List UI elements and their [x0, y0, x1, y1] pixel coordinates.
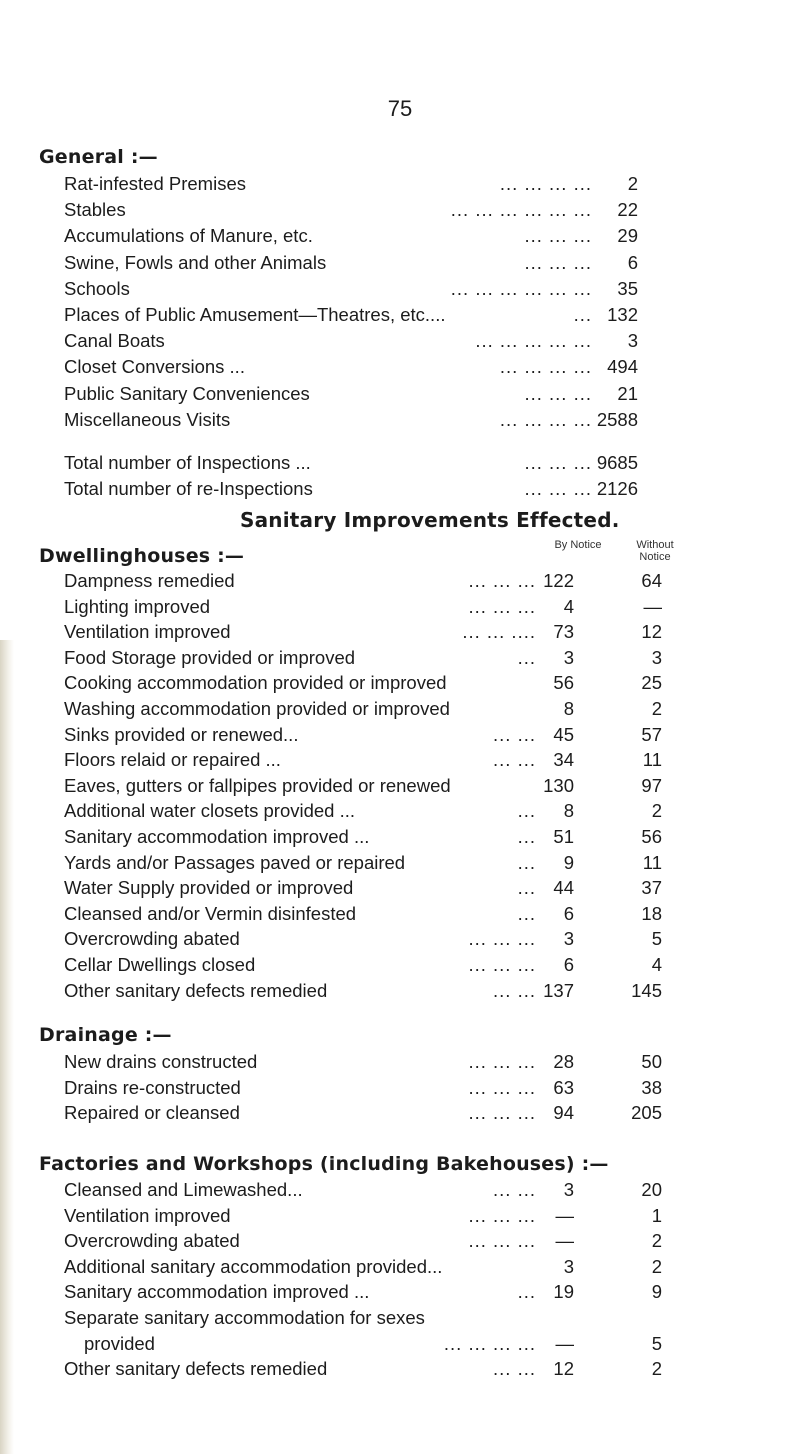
- row-label: Total number of Inspections ...: [64, 452, 311, 473]
- row-label: Additional water closets provided ...: [64, 800, 356, 822]
- leader-dots: ... ... ... ...: [443, 1332, 536, 1354]
- dwelling-row: [0, 824, 800, 849]
- general-row: [0, 450, 800, 475]
- row-value: 494: [607, 356, 638, 378]
- row-label: Other sanitary defects remedied: [64, 1358, 328, 1380]
- without-notice-value: 97: [641, 774, 662, 796]
- row-label: Dampness remedied: [64, 570, 235, 591]
- row-label: Places of Public Amusement—Theatres, etc....: [64, 304, 446, 325]
- column-header-by-notice: By Notice: [554, 539, 602, 551]
- factory-row: [0, 1254, 800, 1279]
- leader-dots: ... ... ...: [524, 478, 592, 500]
- column-header-without-notice: Without Notice: [636, 539, 674, 563]
- by-notice-value: 4: [563, 595, 574, 617]
- row-label: provided: [84, 1332, 155, 1354]
- without-notice-value: 20: [641, 1179, 662, 1200]
- without-notice-value: 2: [651, 1255, 662, 1277]
- leader-dots: ... ... ...: [468, 1051, 536, 1072]
- dwelling-row: [0, 901, 800, 926]
- row-label: Additional sanitary accommodation provided...: [64, 1255, 443, 1277]
- without-notice-value: 25: [641, 672, 662, 694]
- row-label: Overcrowding abated: [64, 1230, 240, 1252]
- row-value: 2: [627, 173, 638, 194]
- by-notice-value: 137: [543, 979, 574, 1001]
- row-label: Ventilation improved: [64, 621, 231, 643]
- general-row: [0, 354, 800, 379]
- leader-dots: ... ... ...: [524, 382, 592, 404]
- by-notice-value: 19: [553, 1281, 574, 1303]
- by-notice-value: 3: [563, 646, 574, 668]
- dwelling-row: [0, 670, 800, 695]
- without-notice-value: 4: [651, 954, 662, 975]
- without-notice-value: 11: [642, 851, 662, 873]
- leader-dots: ... ... ...: [468, 954, 536, 975]
- row-label: Stables: [64, 199, 126, 221]
- by-notice-value: 34: [553, 749, 574, 771]
- leader-dots: ...: [517, 851, 536, 873]
- by-notice-value: 12: [553, 1358, 574, 1380]
- factories-heading: Factories and Workshops (including Bakehouses) :—: [39, 1153, 609, 1175]
- general-row: [0, 302, 800, 327]
- dwelling-row: [0, 978, 800, 1003]
- general-row: [0, 171, 800, 196]
- leader-dots: ... ... ...: [468, 1230, 536, 1252]
- row-label: Water Supply provided or improved: [64, 877, 354, 899]
- general-row: [0, 276, 800, 301]
- row-label: Schools: [64, 277, 130, 299]
- by-notice-value: —: [555, 1332, 574, 1354]
- row-label: Closet Conversions ...: [64, 356, 245, 378]
- by-notice-value: 63: [553, 1076, 574, 1098]
- leader-dots: ... ... ... ... ...: [475, 330, 592, 352]
- leader-dots: ... ...: [493, 1179, 536, 1200]
- without-notice-value: 2: [651, 698, 662, 719]
- row-label: Cooking accommodation provided or improved: [64, 672, 447, 694]
- general-row: [0, 407, 800, 432]
- by-notice-value: 3: [563, 1255, 574, 1277]
- factory-row: [0, 1177, 800, 1202]
- row-label: Other sanitary defects remedied: [64, 979, 328, 1001]
- leader-dots: ... ... ...: [468, 595, 536, 617]
- row-label: Public Sanitary Conveniences: [64, 382, 310, 404]
- leader-dots: ... ... ...: [468, 570, 536, 591]
- by-notice-value: 8: [563, 698, 574, 719]
- leader-dots: ... ... ...: [468, 1102, 536, 1124]
- row-value: 132: [607, 304, 638, 325]
- dwelling-row: [0, 773, 800, 798]
- by-notice-value: 8: [563, 800, 574, 822]
- dwelling-row: [0, 747, 800, 772]
- leader-dots: ... ... ...: [468, 1204, 536, 1226]
- leader-dots: ...: [517, 902, 536, 924]
- leader-dots: ...: [517, 826, 536, 847]
- row-value: 6: [627, 251, 638, 273]
- row-label: Miscellaneous Visits: [64, 408, 231, 430]
- dwelling-row: [0, 952, 800, 977]
- row-label: Canal Boats: [64, 330, 165, 352]
- leader-dots: ... ... ...: [524, 251, 592, 273]
- drainage-row: [0, 1075, 800, 1100]
- dwelling-row: [0, 722, 800, 747]
- row-value: 9685: [596, 452, 638, 473]
- row-label: Sinks provided or renewed...: [64, 723, 299, 745]
- by-notice-value: 6: [563, 902, 574, 924]
- row-value: 35: [617, 277, 638, 299]
- dwelling-row: [0, 798, 800, 823]
- by-notice-value: 94: [553, 1102, 574, 1124]
- leader-dots: ... ... ...: [468, 928, 536, 950]
- dwelling-row: [0, 645, 800, 670]
- by-notice-value: 45: [553, 723, 574, 745]
- dwelling-row: [0, 594, 800, 619]
- leader-dots: ...: [517, 1281, 536, 1303]
- general-row: [0, 250, 800, 275]
- without-notice-value: 2: [651, 1230, 662, 1252]
- general-row: [0, 328, 800, 353]
- leader-dots: ... ... ... ...: [499, 173, 592, 194]
- row-value: 29: [617, 225, 638, 247]
- dwellinghouses-heading: Dwellinghouses :—: [39, 545, 245, 567]
- without-notice-value: 50: [641, 1051, 662, 1072]
- leader-dots: ... ... ... ... ... ...: [450, 277, 592, 299]
- factory-row: [0, 1228, 800, 1253]
- row-label: Separate sanitary accommodation for sexes: [64, 1307, 425, 1328]
- leader-dots: ...: [573, 304, 592, 325]
- without-notice-value: 2: [651, 1358, 662, 1380]
- leader-dots: ...: [517, 877, 536, 899]
- row-label: Repaired or cleansed: [64, 1102, 240, 1124]
- leader-dots: ...: [517, 800, 536, 822]
- without-notice-value: 3: [651, 646, 662, 668]
- row-label: Ventilation improved: [64, 1204, 231, 1226]
- general-row: [0, 476, 800, 501]
- leader-dots: ... ...: [493, 979, 536, 1001]
- without-notice-value: 11: [642, 749, 662, 771]
- row-label: Lighting improved: [64, 595, 211, 617]
- dwelling-row: [0, 926, 800, 951]
- row-label: Cleansed and/or Vermin disinfested: [64, 902, 357, 924]
- factory-row: [0, 1305, 800, 1330]
- leader-dots: ... ... ...: [468, 1076, 536, 1098]
- by-notice-value: 3: [563, 1179, 574, 1200]
- dwelling-row: [0, 696, 800, 721]
- row-label: Cleansed and Limewashed...: [64, 1179, 303, 1200]
- row-label: Eaves, gutters or fallpipes provided or renewed: [64, 774, 451, 796]
- without-notice-value: 37: [641, 877, 662, 899]
- leader-dots: ...: [517, 646, 536, 668]
- leader-dots: ... ...: [493, 749, 536, 771]
- drainage-row: [0, 1049, 800, 1074]
- by-notice-value: —: [555, 1230, 574, 1252]
- row-label: Total number of re-Inspections: [64, 478, 313, 500]
- without-notice-value: 64: [641, 570, 662, 591]
- dwelling-row: [0, 619, 800, 644]
- without-notice-value: 18: [641, 902, 662, 924]
- without-notice-value: 38: [641, 1076, 662, 1098]
- without-notice-value: 56: [641, 826, 662, 847]
- row-label: Swine, Fowls and other Animals: [64, 251, 327, 273]
- by-notice-value: 44: [553, 877, 574, 899]
- by-notice-value: 130: [543, 774, 574, 796]
- row-label: Sanitary accommodation improved ...: [64, 826, 370, 847]
- factory-row: [0, 1203, 800, 1228]
- factory-row: [0, 1279, 800, 1304]
- row-label: Drains re-constructed: [64, 1076, 241, 1098]
- drainage-row: [0, 1100, 800, 1125]
- without-notice-value: 12: [641, 621, 662, 643]
- leader-dots: ... ... ... ... ... ...: [450, 199, 592, 221]
- without-notice-value: 1: [651, 1204, 662, 1226]
- page-number: 75: [387, 96, 413, 121]
- without-notice-value: 145: [631, 979, 662, 1001]
- row-label: Sanitary accommodation improved ...: [64, 1281, 370, 1303]
- general-row: [0, 197, 800, 222]
- without-notice-value: 5: [651, 928, 662, 950]
- by-notice-value: —: [555, 1204, 574, 1226]
- leader-dots: ... ...: [493, 1358, 536, 1380]
- row-label: Overcrowding abated: [64, 928, 240, 950]
- by-notice-value: 3: [563, 928, 574, 950]
- drainage-heading: Drainage :—: [39, 1024, 172, 1046]
- dwelling-row: [0, 568, 800, 593]
- general-row: [0, 223, 800, 248]
- dwelling-row: [0, 850, 800, 875]
- row-value: 21: [617, 382, 638, 404]
- by-notice-value: 56: [553, 672, 574, 694]
- by-notice-value: 51: [553, 826, 574, 847]
- row-label: Washing accommodation provided or improved: [64, 698, 450, 719]
- row-value: 22: [617, 199, 638, 221]
- sanitary-title: Sanitary Improvements Effected.: [240, 508, 620, 532]
- without-notice-value: —: [643, 595, 662, 617]
- leader-dots: ... ... ...: [524, 225, 592, 247]
- row-label: New drains constructed: [64, 1051, 258, 1072]
- factory-row: [0, 1331, 800, 1356]
- by-notice-value: 6: [563, 954, 574, 975]
- without-notice-value: 205: [631, 1102, 662, 1124]
- general-row: [0, 381, 800, 406]
- row-label: Yards and/or Passages paved or repaired: [64, 851, 406, 873]
- by-notice-value: 9: [563, 851, 574, 873]
- by-notice-value: 73: [553, 621, 574, 643]
- by-notice-value: 28: [553, 1051, 574, 1072]
- row-label: Food Storage provided or improved: [64, 646, 356, 668]
- dwelling-row: [0, 875, 800, 900]
- without-notice-value: 57: [641, 723, 662, 745]
- leader-dots: ... ... ... ...: [499, 408, 592, 430]
- row-label: Cellar Dwellings closed: [64, 954, 256, 975]
- row-label: Floors relaid or repaired ...: [64, 749, 281, 771]
- leader-dots: ... ... ...: [524, 452, 592, 473]
- by-notice-value: 122: [543, 570, 574, 591]
- row-label: Rat-infested Premises: [64, 173, 246, 194]
- general-heading: General :—: [39, 146, 158, 168]
- without-notice-value: 5: [651, 1332, 662, 1354]
- leader-dots: ... ...: [493, 723, 536, 745]
- row-value: 3: [627, 330, 638, 352]
- row-label: Accumulations of Manure, etc.: [64, 225, 313, 247]
- leader-dots: .... ... ...: [462, 621, 536, 643]
- without-notice-value: 9: [651, 1281, 662, 1303]
- factory-row: [0, 1356, 800, 1381]
- row-value: 2126: [596, 478, 638, 500]
- leader-dots: ... ... ... ...: [499, 356, 592, 378]
- without-notice-value: 2: [651, 800, 662, 822]
- row-value: 2588: [596, 408, 638, 430]
